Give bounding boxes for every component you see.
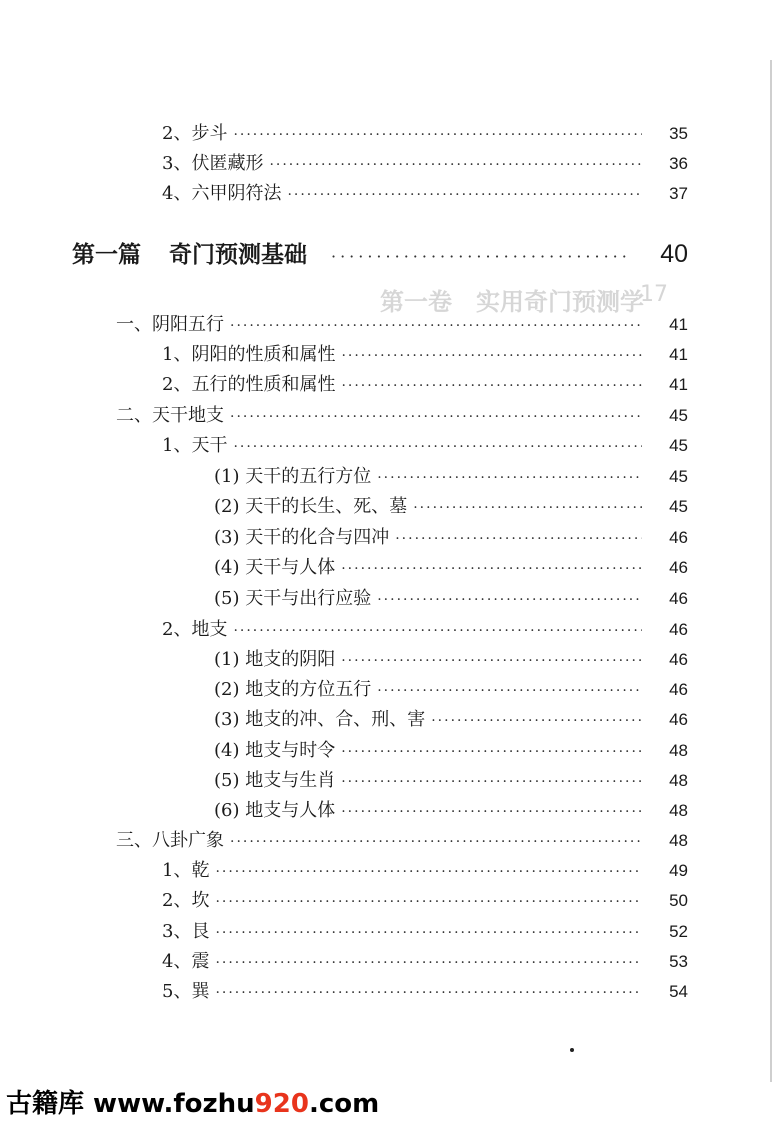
toc-entry-label: 4、六甲阴符法 <box>162 183 282 204</box>
toc-entry-label: (5) 天干与出行应验 <box>214 588 372 609</box>
toc-entry <box>214 556 688 581</box>
leader-dots <box>233 123 642 147</box>
toc-entry-page: 46 <box>669 558 688 577</box>
watermark-number: 920 <box>254 1089 309 1119</box>
toc-entry-page: 46 <box>669 680 688 699</box>
toc-entry-label: (5) 地支与生肖 <box>214 770 336 791</box>
toc-entry-label: 1、乾 <box>162 860 210 881</box>
toc-entry-label: 一、阴阳五行 <box>116 314 224 335</box>
toc-entry-label: (4) 地支与时令 <box>214 740 336 761</box>
toc-entry <box>214 587 688 612</box>
part-heading-label <box>72 236 307 269</box>
toc-entry-label: 5、巽 <box>162 981 210 1002</box>
toc-entry <box>162 980 688 1005</box>
toc-entry-page: 52 <box>669 922 688 941</box>
toc-entry <box>116 404 688 429</box>
bleed-through-line: 17 <box>640 282 668 307</box>
leader-dots <box>230 405 642 429</box>
toc-entry-label: 3、艮 <box>162 921 210 942</box>
toc-entry <box>162 182 688 207</box>
toc-entry-label: 三、八卦广象 <box>116 830 224 851</box>
toc-entry-label: 1、阴阳的性质和属性 <box>162 344 336 365</box>
toc-entry-page: 46 <box>669 620 688 639</box>
toc-entry-page: 53 <box>669 952 688 971</box>
leader-dots <box>341 770 642 794</box>
toc-entry <box>214 648 688 673</box>
leader-dots <box>413 496 642 520</box>
toc-entry-page: 41 <box>669 315 688 334</box>
toc-entry-label: (3) 天干的化合与四冲 <box>214 527 390 548</box>
leader-dots <box>287 183 642 207</box>
toc-entry-page: 46 <box>669 710 688 729</box>
leader-dots <box>233 435 642 459</box>
toc-entry <box>116 829 688 854</box>
leader-dots <box>215 951 642 975</box>
toc-entry-page: 36 <box>669 154 688 173</box>
toc-entry <box>162 434 688 459</box>
toc-entry-page: 45 <box>669 436 688 455</box>
toc-entry <box>214 739 688 764</box>
leader-dots <box>341 557 642 581</box>
toc-entry-page: 41 <box>669 345 688 364</box>
toc-entry <box>214 769 688 794</box>
toc-entry <box>162 152 688 177</box>
toc-entry <box>116 313 688 338</box>
leader-dots <box>341 649 642 673</box>
page-edge <box>770 60 772 1082</box>
toc-entry-page: 41 <box>669 375 688 394</box>
leader-dots <box>431 709 642 733</box>
toc-entry-page: 45 <box>669 406 688 425</box>
toc-entry-label: 2、坎 <box>162 890 210 911</box>
toc-entry-label: (1) 地支的阴阳 <box>214 649 336 670</box>
leader-dots <box>331 247 626 266</box>
toc-entry-page: 48 <box>669 801 688 820</box>
toc-entry-label: 3、伏匿藏形 <box>162 153 264 174</box>
site-watermark <box>6 1083 379 1120</box>
leader-dots <box>341 800 642 824</box>
toc-entry-page: 37 <box>669 184 688 203</box>
toc-entry-page: 35 <box>669 124 688 143</box>
leader-dots <box>377 588 642 612</box>
stray-ink-dot <box>570 1048 574 1052</box>
toc-entry-label: (3) 地支的冲、合、刑、害 <box>214 709 426 730</box>
leader-dots <box>215 860 642 884</box>
leader-dots <box>230 830 642 854</box>
toc-entry-page: 48 <box>669 741 688 760</box>
toc-entry-page: 45 <box>669 467 688 486</box>
leader-dots <box>341 374 642 398</box>
part-prefix: 第一篇 <box>72 242 141 268</box>
leader-dots <box>377 466 642 490</box>
toc-entry-page: 54 <box>669 982 688 1001</box>
toc-entry-label: 2、地支 <box>162 619 228 640</box>
toc-entry-label: 2、五行的性质和属性 <box>162 374 336 395</box>
toc-entry-label: (6) 地支与人体 <box>214 800 336 821</box>
leader-dots <box>377 679 642 703</box>
toc-entry <box>214 799 688 824</box>
leader-dots <box>269 153 642 177</box>
part-heading-page: 40 <box>660 240 688 268</box>
toc-entry <box>214 495 688 520</box>
toc-entry <box>162 122 688 147</box>
toc-entry <box>214 708 688 733</box>
toc-entry-page: 45 <box>669 497 688 516</box>
toc-entry-page: 46 <box>669 589 688 608</box>
toc-entry-page: 50 <box>669 891 688 910</box>
watermark-suffix: .com <box>308 1089 380 1119</box>
part-heading <box>72 236 688 269</box>
leader-dots <box>230 314 642 338</box>
toc-entry-label: (2) 地支的方位五行 <box>214 679 372 700</box>
leader-dots <box>341 740 642 764</box>
bleed-through-title: 第一卷 实用奇门预测学 <box>380 288 644 316</box>
leader-dots <box>215 890 642 914</box>
toc-entry <box>162 889 688 914</box>
toc-entry-page: 48 <box>669 771 688 790</box>
toc-entry-label: (2) 天干的长生、死、墓 <box>214 496 408 517</box>
toc-entry <box>162 618 688 643</box>
leader-dots <box>341 344 642 368</box>
toc-entry-label: (4) 天干与人体 <box>214 557 336 578</box>
leader-dots <box>233 619 642 643</box>
toc-entry-page: 49 <box>669 861 688 880</box>
leader-dots <box>215 981 642 1005</box>
toc-entry <box>214 678 688 703</box>
toc-entry <box>162 920 688 945</box>
toc-entry <box>162 373 688 398</box>
toc-entry-label: 4、震 <box>162 951 210 972</box>
toc-entry-label: 2、步斗 <box>162 123 228 144</box>
toc-entry <box>162 343 688 368</box>
part-title: 奇门预测基础 <box>169 242 307 268</box>
toc-entry-label: 1、天干 <box>162 435 228 456</box>
watermark-site: 古籍库 www.fozhu <box>6 1089 255 1119</box>
toc-entry <box>214 526 688 551</box>
toc-entry <box>162 950 688 975</box>
toc-entry-page: 46 <box>669 650 688 669</box>
toc-entry-page: 46 <box>669 528 688 547</box>
toc-entry-label: (1) 天干的五行方位 <box>214 466 372 487</box>
toc-entry-page: 48 <box>669 831 688 850</box>
leader-dots <box>215 921 642 945</box>
toc-entry <box>214 465 688 490</box>
toc-entry <box>162 859 688 884</box>
leader-dots <box>395 527 642 551</box>
toc-entry-label: 二、天干地支 <box>116 405 224 426</box>
